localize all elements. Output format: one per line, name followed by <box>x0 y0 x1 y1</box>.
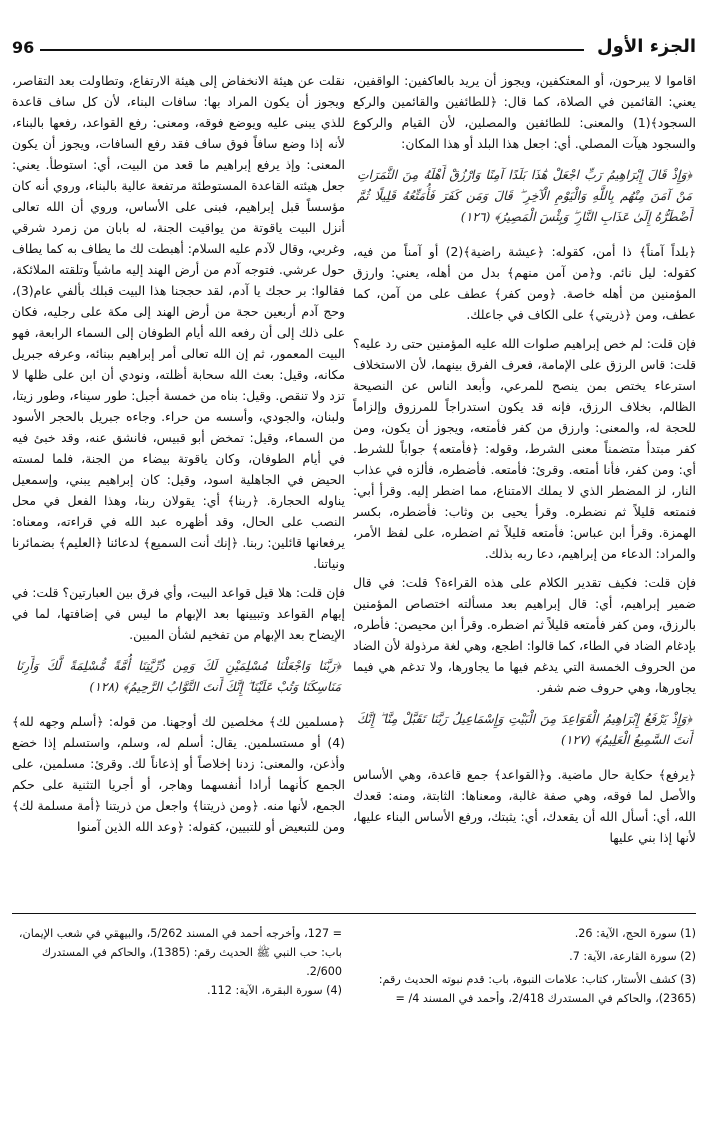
right-column <box>353 70 696 906</box>
paragraph: ﴿بلداً آمناً﴾ ذا أمن، كقوله: ﴿عيشة راضية﴾(2) أو آمناً من فيه، كقوله: ليل نائم. و﴿من آمن منهم﴾ بدل من أهله، يعني: وارزق المؤمنين من أهله خاصة. ﴿ومن كفر﴾ عطف على من آمن، كما عطف، ومن ﴿ذريتي﴾ على الكاف في جاعلك. <box>353 244 696 322</box>
footnote: (2) سورة القارعة، الآية: 7. <box>569 950 696 963</box>
footnote: (3) كشف الأستار، كتاب: علامات النبوة، باب: قدم نبوته الحديث رقم: (2365)، والحاكم في المستدرك 2/418، وأحمد في المسند 4/ = <box>378 973 696 1005</box>
page-header <box>12 38 696 60</box>
quran-verse: ﴿وَإِذْ يَرْفَعُ إِبْرَاهِيمُ الْقَوَاعِدَ مِنَ الْبَيْتِ وَإِسْمَاعِيلُ رَبَّنَا تَقَبَّلْ مِنَّا ۖ إِنَّكَ أَنتَ السَّمِيعُ الْعَلِيمُ﴾ (١٢٧) <box>357 711 692 747</box>
paragraph: فإن قلت: لم خص إبراهيم صلوات الله عليه المؤمنين حتى رد عليه؟ قلت: قاس الرزق على الإمامة، فعرف الفرق بينهما، لأن الاستخلاف استرعاء يختص بمن ينصح للمرعي، وأبعد الناس عن النصيحة الظالم، بخلاف الرزق، فإنه قد يكون استدراجاً للمرزوق وإلزاماً للحجة له، والمعنى: وارزق من كفر فأمتعه، ويجوز أن يكون، ومن كفر مبتدأ متضمناً معنى الشرط، وقوله: ﴿فأمتعه﴾ جواباً للشرط. أي: ومن كفر، فأنا أمتعه. وقرئ: فأمتعه. فأضطره، فألزه في عذاب النار، لز المضطر الذي لا يملك الامتناع، مما اضطر إليه. وقرأ أبي: فنمتعه قليلاً ثم نضطره. وقرأ يحيى بن وثاب: فأضطره، بكسر الهمزة. وقرأ ابن عباس: فأمتعه قليلاً ثم اضطره، على لفظ الأمر، والمراد: الدعاء من إبراهيم، دعا ربه بذلك. <box>353 336 696 561</box>
footnote-continuation: = 127، وأخرجه أحمد في المسند 5/262، والبيهقي في شعب الإيمان، باب: حب النبي ﷺ الحديث رقم: (1385)، والحاكم في المستدرك 2/600. <box>18 927 342 978</box>
paragraph: فإن قلت: فكيف تقدير الكلام على هذه القراءة؟ قلت: في قال ضمير إبراهيم، أي: قال إبراهيم بعد مسألته اختصاص المؤمنين بالرزق، ومن كفر فأمتعه قليلاً ثم اضطره. وقرأ ابن محيصن: فأطره، بإدغام الضاد في الطاء، كما قالوا: اطجع، وهي لغة مرذولة لأن الضاد من الحروف الخمسة التي يدغم فيها ما يجاورها، ولا تدغم هي فيما يجاورها، وهي حروف ضم شفر. <box>353 575 696 695</box>
footnote-divider <box>12 913 696 914</box>
paragraph: ﴿يرفع﴾ حكاية حال ماضية. و﴿القواعد﴾ جمع قاعدة، وهي الأساس والأصل لما فوقه، وهي صفة غالبة، ومعناها: الثابتة، ومنه: قعدك الله، أي: أسأل الله أن يقعدك، أي: يثبتك، ورفع الأساس البناء عليها، لأنها إذا بني عليها <box>353 767 696 845</box>
paragraph: ﴿مسلمين لك﴾ مخلصين لك أوجهنا. من قوله: ﴿أسلم وجهه لله﴾(4) أو مستسلمين. يقال: أسلم له، وسلم، واستسلم إذا خضع وأذعن، والمعنى: زدنا إخلاصاً أو إذعاناً لك. وقرئ: مسلمين، على الجمع كأنهما أرادا أنفسهما وهاجر، أو أجريا التثنية على حكم الجمع، لأنها منه. ﴿ومن ذريتنا﴾ واجعل من ذريتنا ﴿أمة مسلمة لك﴾ ومن للتبعيض أو للتبيين، كقوله: ﴿وعد الله الذين آمنوا <box>12 714 345 834</box>
page-number: 96 <box>12 38 35 57</box>
footnotes-right <box>360 924 696 1012</box>
paragraph: فإن قلت: هلا قيل قواعد البيت، وأي فرق بين العبارتين؟ قلت: في إبهام القواعد وتبيينها بعد الإبهام ما ليس في إضافتها، لما في الإيضاح بعد الإبهام من تفخيم لشأن المبين. <box>12 585 345 642</box>
part-title: الجزء الأول <box>597 36 696 57</box>
footnote: (1) سورة الحج، الآية: 26. <box>574 927 696 940</box>
quran-verse: ﴿وَإِذْ قَالَ إِبْرَاهِيمُ رَبِّ اجْعَلْ هَٰذَا بَلَدًا آمِنًا وَارْزُقْ أَهْلَهُ مِنَ الثَّمَرَاتِ مَنْ آمَنَ مِنْهُم بِاللَّهِ وَالْيَوْمِ الْآخِرِ ۖ قَالَ وَمَن كَفَرَ فَأُمَتِّعُهُ قَلِيلًا ثُمَّ أَضْطَرُّهُ إِلَىٰ عَذَابِ النَّارِ ۖ وَبِئْسَ الْمَصِيرُ﴾ (١٢٦) <box>357 167 692 224</box>
footnote: (4) سورة البقرة، الآية: 112. <box>207 984 342 997</box>
footnotes-left <box>12 924 342 1004</box>
paragraph: نقلت عن هيئة الانخفاض إلى هيئة الارتفاع، وتطاولت بعد التقاصر، ويجوز أن يكون المراد بها: سافات البناء، لأن كل ساف قاعدة للذي يبنى عليه ويوضع فوقه، ومعنى: رفع القواعد، رفعها بالبناء، لأنه إذا وضع سافاً فوق ساف فقد رفع السافات، ويجوز أن يكون المعنى: وإذ يرفع إبراهيم ما قعد من البيت، أي: استوطأ. يعني: جعل هيئته القاعدة المستوطئة مرتفعة عالية بالبناء، وروي أنه كان مؤسساً قبل إبراهيم، فبنى على الأساس، وروي أن الله تعالى أنزل البيت ياقوتة من يواقيت الجنة، له بابان من زمرد شرقي وغربي، وقال لآدم عليه السلام: أهبطت لك ما يطاف به كما يطاف حول عرشي. فتوجه آدم من أرض الهند إليه ماشياً وتلقته الملائكة، فقالوا: بر حجك يا آدم، لقد حججنا هذا البيت قبلك بألفي عام(3)، وحج آدم أربعين حجة من أرض الهند إلى مكة على رجليه، فكان على ذلك إلى أن رفعه الله أيام الطوفان إلى السماء الرابعة، فهو البيت المعمور، ثم إن الله تعالى أمر إبراهيم ببنائه، وعرفه جبريل مكانه، وقيل: بعث الله سحابة أظلته، ونودي أن ابن على ظلها لا تزد ولا تنقص. وقيل: بناه من خمسة أجبل: طور سيناء، وطور زيتا، ولبنان، والجودي، وأسسه من حراء. وجاءه جبريل بالحجر الأسود من السماء، وقيل: تمخض أبو قبيس، فانشق عنه، وقد خبئ فيه في أيام الطوفان، وكان ياقوتة بيضاء من الجنة، فلما لمسته الحيض في الجاهلية اسود، وقيل: كان إبراهيم يبني، وإسمعيل يناوله الحجارة. ﴿ربنا﴾ أي: يقولان ربنا، وهذا الفعل في محل النصب على الحال، وقد أظهره عبد الله في قراءته، ومعناه: يرفعانها قائلين: ربنا. ﴿إنك أنت السميع﴾ لدعائنا ﴿العليم﴾ بضمائرنا ونياتنا. <box>12 73 345 571</box>
paragraph: اقاموا لا يبرحون، أو المعتكفين، ويجوز أن يريد بالعاكفين: الواقفين، يعني: القائمين في الصلاة، كما قال: ﴿للطائفين والقائمين والركع السجود﴾(1) والمعنى: للطائفين والمصلين، لأن القيام والركوع والسجود هيآت المصلي. أي: اجعل هذا البلد أو هذا المكان: <box>353 73 696 151</box>
quran-verse: ﴿رَبَّنَا وَاجْعَلْنَا مُسْلِمَيْنِ لَكَ وَمِن ذُرِّيَّتِنَا أُمَّةً مُّسْلِمَةً لَّكَ وَأَرِنَا مَنَاسِكَنَا وَتُبْ عَلَيْنَا ۖ إِنَّكَ أَنتَ التَّوَّابُ الرَّحِيمُ﴾ (١٢٨) <box>16 658 341 694</box>
header-divider <box>40 49 584 51</box>
left-column <box>12 70 345 906</box>
